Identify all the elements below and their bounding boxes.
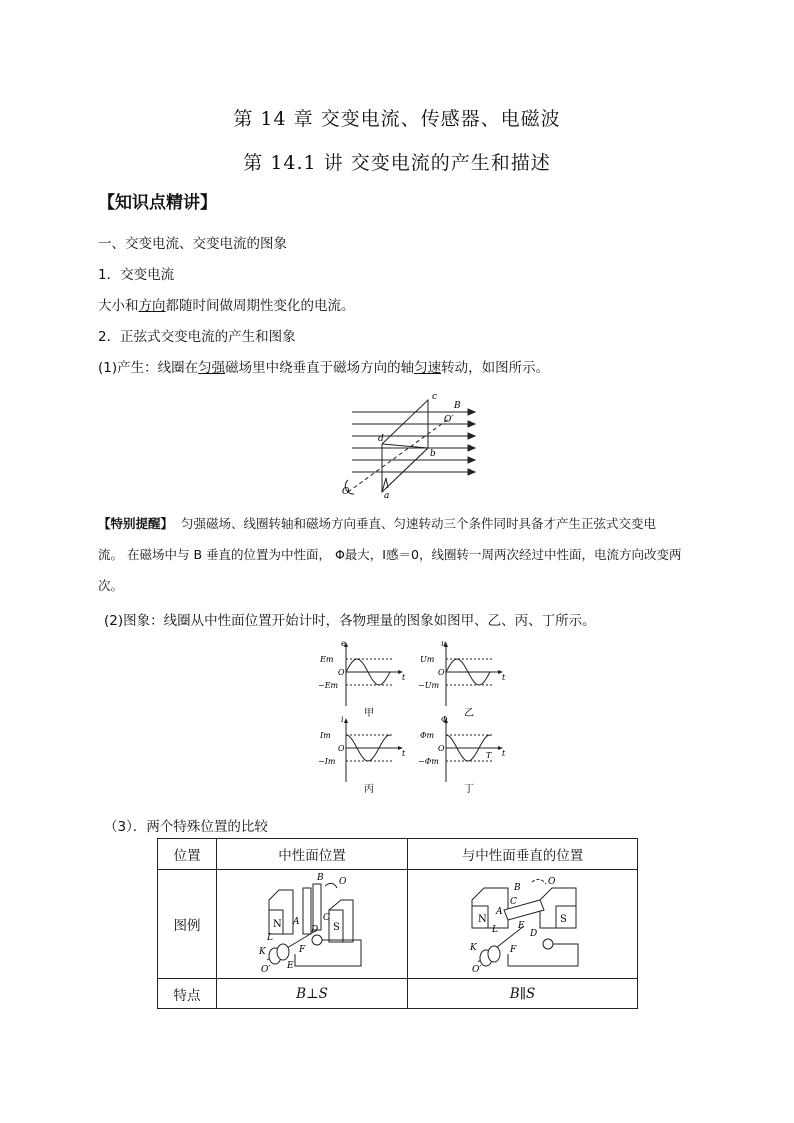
gen-text-u1: 匀强 (198, 360, 226, 376)
comparison-table (157, 838, 638, 1009)
tip-label: 【特别提醒】 (98, 516, 174, 531)
gen2-E: E (517, 921, 525, 931)
fig1-label-b: b (430, 449, 436, 459)
graph-bottom-label: −Em (318, 681, 339, 690)
graph-top-label: Um (420, 655, 435, 664)
compare-title: （3）．两个特殊位置的比较 (104, 819, 268, 835)
item1-text-underlined: 方向 (138, 298, 166, 314)
chapter-title: 第 14 章 交变电流、传感器、电磁波 (233, 108, 561, 130)
table-header-perpendicular: 与中性面垂直的位置 (408, 839, 638, 870)
gen-text-b: 磁场里中绕垂直于磁场方向的轴 (225, 360, 415, 376)
graph-period-label: T (486, 751, 492, 760)
graph-3 (418, 716, 508, 794)
graph-top-label: Em (320, 655, 334, 664)
table-feature-row (158, 979, 638, 1009)
table-header-neutral: 中性面位置 (217, 839, 408, 870)
graph-top-label: Im (320, 731, 331, 740)
gen1-C: C (323, 913, 330, 923)
generation-text (98, 356, 549, 376)
graph-top-label: Φm (420, 731, 435, 740)
graph-t-label: t (402, 749, 406, 758)
graph-origin-label: O (338, 744, 345, 753)
rotating-coil-diagram (340, 388, 490, 500)
gen1-S: S (333, 922, 340, 933)
sine-graphs-group (0, 640, 794, 800)
graph-caption: 乙 (464, 708, 474, 718)
special-reminder (98, 508, 710, 601)
table-row-label-figure: 图例 (158, 870, 217, 979)
gen2-N: N (477, 914, 487, 925)
graph-origin-label: O (438, 668, 445, 677)
graph-t-label: t (402, 673, 406, 682)
table-figure-row (158, 870, 638, 979)
fig1-label-c: c (432, 392, 438, 402)
fig1-label-B: B (454, 401, 461, 411)
graph-origin-label: O (338, 668, 345, 677)
item1-label: 1．交变电流 (98, 267, 175, 283)
feature-perpendicular: B∥S (408, 979, 638, 1009)
feature-neutral: B⊥S (217, 979, 408, 1009)
gen2-C: C (509, 897, 517, 907)
graph-caption: 丁 (464, 784, 474, 794)
graph-axis-label: i (341, 716, 344, 724)
item1-text (98, 294, 355, 314)
gen2-D: D (529, 929, 537, 939)
subsection-heading: 一、交变电流、交变电流的图象 (98, 236, 287, 252)
item1-text-b: 都随时间做周期性变化的电流。 (165, 298, 355, 314)
gen-text-u2: 匀速 (414, 360, 442, 376)
gen2-F: F (509, 945, 516, 955)
table-header-position: 位置 (158, 839, 217, 870)
graph-caption: 丙 (364, 784, 374, 794)
fig1-label-O: O (342, 487, 350, 497)
graph-2 (318, 716, 408, 794)
graph-bottom-label: −Φm (418, 757, 439, 766)
tip-line3: 次。 (98, 578, 124, 593)
graph-axis-label: e (341, 640, 346, 648)
fig1-label-O2: O′ (444, 415, 454, 425)
fig1-label-a: a (384, 491, 390, 500)
graph-t-label: t (502, 673, 506, 682)
gen2-O2: O′ (471, 965, 481, 974)
gen2-A: A (495, 907, 502, 917)
table-header-row (158, 839, 638, 870)
graph-t-label: t (502, 749, 506, 758)
gen2-O: O (547, 877, 555, 887)
gen-text-c: 转动，如图所示。 (441, 360, 550, 376)
table-row-label-feature: 特点 (158, 979, 217, 1009)
gen1-O: O (339, 877, 347, 887)
gen1-F: F (299, 945, 306, 955)
generator-figure-neutral (217, 870, 408, 979)
tip-line1: 【特别提醒】 匀强磁场、线圈转轴和磁场方向垂直、匀速转动三个条件同时具备才产生正弦式交变电 (98, 516, 656, 531)
gen1-E: E (287, 961, 294, 971)
fig1-label-d: d (378, 434, 384, 444)
graph-caption: 甲 (364, 708, 374, 718)
generator-figure-perpendicular (408, 870, 638, 979)
graph-bottom-label: −Im (318, 757, 336, 766)
graph-0 (318, 640, 408, 718)
tip-line2: 流。 在磁场中与 B 垂直的位置为中性面， Φ最大，I感＝0，线圈转一周两次经过中性面，电流方向改变两 (98, 547, 682, 562)
gen1-K: K (259, 947, 266, 957)
graph-axis-label: Φ (441, 716, 448, 724)
item1-text-a: 大小和 (98, 298, 139, 314)
item2-label: 2．正弦式交变电流的产生和图象 (98, 329, 296, 345)
gen1-B: B (317, 873, 324, 883)
graph-axis-label: u (441, 640, 447, 648)
graph-y-arrow (344, 718, 348, 723)
generator-neutral-diagram (237, 870, 387, 974)
graph-intro: (2)图象：线圈从中性面位置开始计时，各物理量的图象如图甲、乙、丙、丁所示。 (104, 613, 596, 629)
gen1-N: N (273, 919, 282, 930)
generator-perpendicular-diagram (448, 870, 598, 974)
graph-origin-label: O (438, 744, 445, 753)
graph-1 (418, 640, 508, 718)
gen2-S: S (559, 914, 567, 925)
gen1-A: A (293, 917, 300, 927)
lesson-title: 第 14.1 讲 交变电流的产生和描述 (243, 152, 551, 174)
gen2-L: L (491, 925, 498, 935)
gen-text-a: (1)产生：线圈在 (98, 360, 199, 376)
gen1-D: D (311, 925, 319, 935)
gen1-O2: O′ (261, 965, 271, 974)
section-heading: 【知识点精讲】 (98, 193, 217, 213)
gen2-B: B (513, 883, 521, 893)
gen1-L: L (267, 933, 273, 943)
gen2-K: K (469, 943, 477, 953)
graph-bottom-label: −Um (418, 681, 440, 690)
